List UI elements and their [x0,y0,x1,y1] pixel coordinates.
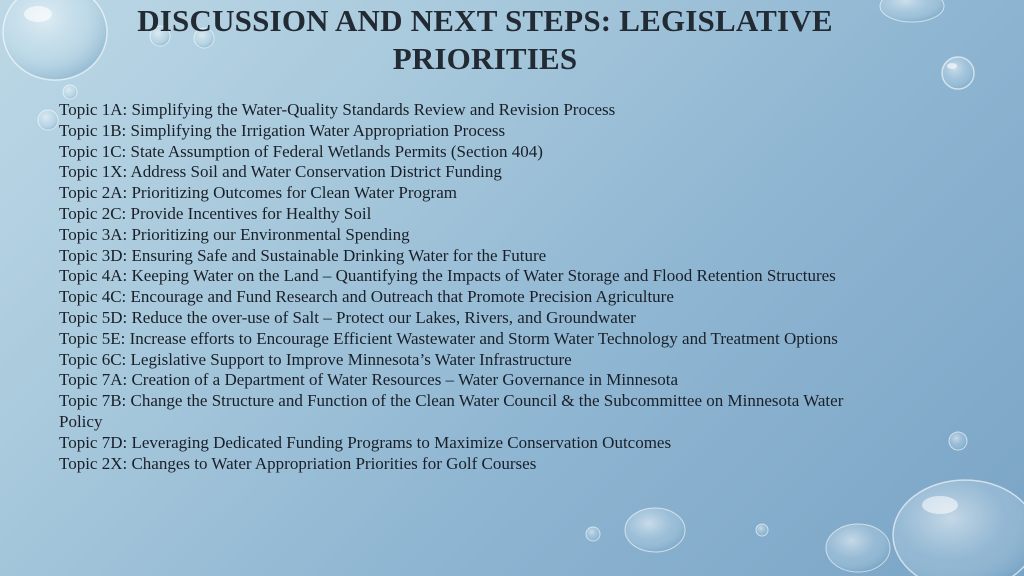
topic-item: Topic 7A: Creation of a Department of Water Resources – Water Governance in Minnesota [59,370,679,390]
topic-item: Topic 1A: Simplifying the Water-Quality Standards Review and Revision Process [59,100,616,119]
topic-item: Topic 5E: Increase efforts to Encourage Efficient Wastewater and Storm Water Technology and Treatment Options [59,328,838,348]
slide-title-line-1: DISCUSSION AND NEXT STEPS: LEGISLATIVE [137,3,833,38]
topic-item: Topic 1X: Address Soil and Water Conservation District Funding [59,162,502,182]
topic-item: Topic 5D: Reduce the over-use of Salt – Protect our Lakes, Rivers, and Groundwater [59,307,636,327]
droplet [38,110,58,130]
topic-item: Topic 3D: Ensuring Safe and Sustainable Drinking Water for the Future [59,245,547,265]
droplet [949,432,967,450]
topic-item: Topic 7D: Leveraging Dedicated Funding Programs to Maximize Conservation Outcomes [59,432,672,452]
topic-item: Topic 1B: Simplifying the Irrigation Water Appropriation Process [59,120,506,140]
topic-item: Topic 2C: Provide Incentives for Healthy Soil [59,203,372,223]
droplet [893,480,1024,576]
droplet [586,527,600,541]
slide-title-line-2: PRIORITIES [392,41,578,76]
topic-item: Topic 4C: Encourage and Fund Research and Outreach that Promote Precision Agriculture [59,287,674,307]
droplet [942,57,974,89]
topic-item: Topic 2X: Changes to Water Appropriation Priorities for Golf Courses [59,453,537,473]
droplet [63,85,77,99]
topic-item: Topic 7B: Change the Structure and Function of the Clean Water Council & the Subcommittee on Minnesota Water Policy [59,391,844,431]
slide-title [60,2,910,78]
topic-item: Topic 2A: Prioritizing Outcomes for Clean Water Program [59,183,457,203]
topic-item: Topic 3A: Prioritizing our Environmental Spending [59,224,410,244]
topic-list [59,100,889,474]
topic-item: Topic 4A: Keeping Water on the Land – Quantifying the Impacts of Water Storage and Flood Retention Structures [59,266,836,286]
droplet [625,508,685,552]
topic-item: Topic 1C: State Assumption of Federal Wetlands Permits (Section 404) [59,141,543,161]
droplet [756,524,768,536]
topic-item: Topic 6C: Legislative Support to Improve Minnesota’s Water Infrastructure [59,349,572,369]
droplet [826,524,890,572]
